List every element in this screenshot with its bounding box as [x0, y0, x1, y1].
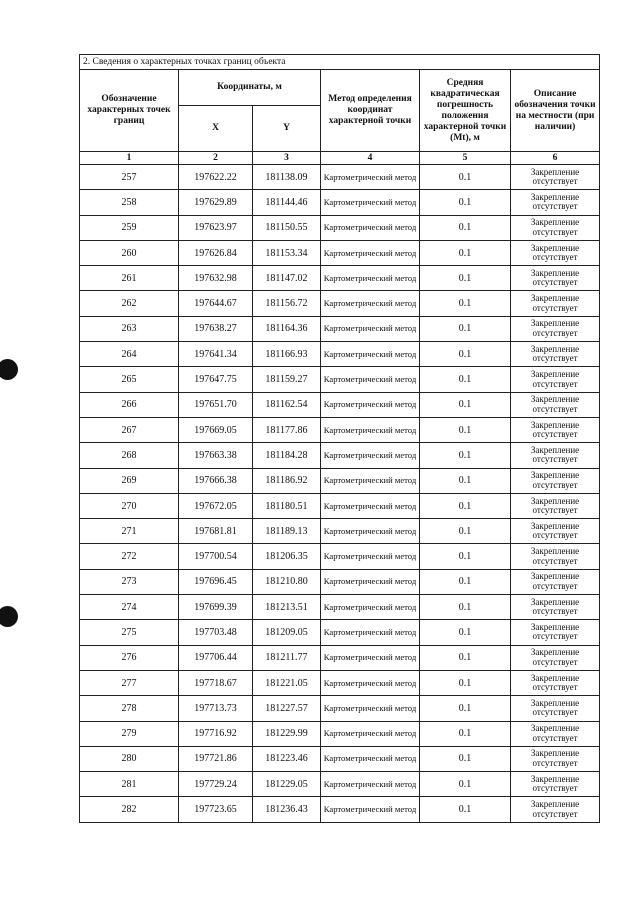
error-cell: 0.1	[420, 797, 511, 822]
description-cell: Закрепление отсутствует	[511, 240, 600, 265]
method-cell: Картометрический метод	[321, 670, 420, 695]
y-cell: 181221.05	[253, 670, 321, 695]
x-cell: 197666.38	[179, 468, 253, 493]
column-number: 2	[179, 152, 253, 165]
error-cell: 0.1	[420, 772, 511, 797]
header-description: Описание обозначения точки на местности (при наличии)	[511, 70, 600, 152]
x-cell: 197681.81	[179, 519, 253, 544]
method-cell: Картометрический метод	[321, 569, 420, 594]
method-cell: Картометрический метод	[321, 772, 420, 797]
error-cell: 0.1	[420, 190, 511, 215]
table-row	[80, 291, 600, 316]
section-title: 2. Сведения о характерных точках границ объекта	[80, 55, 600, 70]
point-cell: 261	[80, 266, 179, 291]
error-cell: 0.1	[420, 670, 511, 695]
description-cell: Закрепление отсутствует	[511, 215, 600, 240]
x-cell: 197718.67	[179, 670, 253, 695]
punch-hole-bottom	[0, 606, 18, 627]
point-cell: 263	[80, 316, 179, 341]
method-cell: Картометрический метод	[321, 797, 420, 822]
error-cell: 0.1	[420, 721, 511, 746]
point-cell: 274	[80, 595, 179, 620]
error-cell: 0.1	[420, 468, 511, 493]
description-cell: Закрепление отсутствует	[511, 670, 600, 695]
y-cell: 181186.92	[253, 468, 321, 493]
y-cell: 181206.35	[253, 544, 321, 569]
table-row	[80, 519, 600, 544]
point-cell: 279	[80, 721, 179, 746]
method-cell: Картометрический метод	[321, 746, 420, 771]
method-cell: Картометрический метод	[321, 316, 420, 341]
y-cell: 181210.80	[253, 569, 321, 594]
header-y: Y	[253, 106, 321, 152]
y-cell: 181150.55	[253, 215, 321, 240]
description-cell: Закрепление отсутствует	[511, 165, 600, 190]
point-cell: 282	[80, 797, 179, 822]
y-cell: 181166.93	[253, 342, 321, 367]
y-cell: 181211.77	[253, 645, 321, 670]
header-row	[80, 70, 600, 106]
point-cell: 277	[80, 670, 179, 695]
error-cell: 0.1	[420, 240, 511, 265]
header-coordinates: Координаты, м	[179, 70, 321, 106]
y-cell: 181209.05	[253, 620, 321, 645]
description-cell: Закрепление отсутствует	[511, 645, 600, 670]
description-cell: Закрепление отсутствует	[511, 544, 600, 569]
table-row	[80, 544, 600, 569]
table-row	[80, 190, 600, 215]
boundary-points-table	[79, 54, 600, 823]
description-cell: Закрепление отсутствует	[511, 392, 600, 417]
punch-hole-top	[0, 359, 18, 380]
x-cell: 197644.67	[179, 291, 253, 316]
header-x: X	[179, 106, 253, 152]
method-cell: Картометрический метод	[321, 544, 420, 569]
method-cell: Картометрический метод	[321, 417, 420, 442]
point-cell: 276	[80, 645, 179, 670]
error-cell: 0.1	[420, 443, 511, 468]
x-cell: 197721.86	[179, 746, 253, 771]
x-cell: 197632.98	[179, 266, 253, 291]
x-cell: 197641.34	[179, 342, 253, 367]
table-row	[80, 569, 600, 594]
table-row	[80, 746, 600, 771]
description-cell: Закрепление отсутствует	[511, 721, 600, 746]
y-cell: 181162.54	[253, 392, 321, 417]
point-cell: 262	[80, 291, 179, 316]
method-cell: Картометрический метод	[321, 620, 420, 645]
point-cell: 278	[80, 696, 179, 721]
description-cell: Закрепление отсутствует	[511, 316, 600, 341]
table-row	[80, 266, 600, 291]
point-cell: 273	[80, 569, 179, 594]
description-cell: Закрепление отсутствует	[511, 569, 600, 594]
header-method: Метод определения координат характерной точки	[321, 70, 420, 152]
method-cell: Картометрический метод	[321, 291, 420, 316]
y-cell: 181138.09	[253, 165, 321, 190]
column-number: 4	[321, 152, 420, 165]
y-cell: 181164.36	[253, 316, 321, 341]
y-cell: 181227.57	[253, 696, 321, 721]
error-cell: 0.1	[420, 645, 511, 670]
point-cell: 269	[80, 468, 179, 493]
table-row	[80, 620, 600, 645]
x-cell: 197647.75	[179, 367, 253, 392]
x-cell: 197729.24	[179, 772, 253, 797]
error-cell: 0.1	[420, 544, 511, 569]
error-cell: 0.1	[420, 367, 511, 392]
y-cell: 181159.27	[253, 367, 321, 392]
point-cell: 264	[80, 342, 179, 367]
column-number: 6	[511, 152, 600, 165]
description-cell: Закрепление отсутствует	[511, 519, 600, 544]
x-cell: 197713.73	[179, 696, 253, 721]
description-cell: Закрепление отсутствует	[511, 190, 600, 215]
y-cell: 181144.46	[253, 190, 321, 215]
method-cell: Картометрический метод	[321, 519, 420, 544]
table-row	[80, 645, 600, 670]
table-row	[80, 443, 600, 468]
point-cell: 272	[80, 544, 179, 569]
table-row	[80, 595, 600, 620]
error-cell: 0.1	[420, 392, 511, 417]
y-cell: 181236.43	[253, 797, 321, 822]
x-cell: 197638.27	[179, 316, 253, 341]
method-cell: Картометрический метод	[321, 266, 420, 291]
y-cell: 181213.51	[253, 595, 321, 620]
method-cell: Картометрический метод	[321, 190, 420, 215]
table-row	[80, 493, 600, 518]
table-row	[80, 670, 600, 695]
y-cell: 181177.86	[253, 417, 321, 442]
error-cell: 0.1	[420, 266, 511, 291]
method-cell: Картометрический метод	[321, 595, 420, 620]
description-cell: Закрепление отсутствует	[511, 291, 600, 316]
x-cell: 197672.05	[179, 493, 253, 518]
point-cell: 271	[80, 519, 179, 544]
error-cell: 0.1	[420, 746, 511, 771]
point-cell: 265	[80, 367, 179, 392]
method-cell: Картометрический метод	[321, 696, 420, 721]
description-cell: Закрепление отсутствует	[511, 468, 600, 493]
method-cell: Картометрический метод	[321, 443, 420, 468]
x-cell: 197669.05	[179, 417, 253, 442]
y-cell: 181184.28	[253, 443, 321, 468]
x-cell: 197696.45	[179, 569, 253, 594]
column-number: 1	[80, 152, 179, 165]
table-row	[80, 165, 600, 190]
description-cell: Закрепление отсутствует	[511, 443, 600, 468]
table-row	[80, 392, 600, 417]
table-row	[80, 367, 600, 392]
description-cell: Закрепление отсутствует	[511, 797, 600, 822]
x-cell: 197626.84	[179, 240, 253, 265]
table-row	[80, 417, 600, 442]
point-cell: 258	[80, 190, 179, 215]
x-cell: 197629.89	[179, 190, 253, 215]
x-cell: 197723.65	[179, 797, 253, 822]
description-cell: Закрепление отсутствует	[511, 342, 600, 367]
description-cell: Закрепление отсутствует	[511, 696, 600, 721]
point-cell: 268	[80, 443, 179, 468]
error-cell: 0.1	[420, 620, 511, 645]
method-cell: Картометрический метод	[321, 367, 420, 392]
method-cell: Картометрический метод	[321, 468, 420, 493]
error-cell: 0.1	[420, 316, 511, 341]
point-cell: 260	[80, 240, 179, 265]
x-cell: 197622.22	[179, 165, 253, 190]
section-title-row	[80, 55, 600, 70]
table-row	[80, 316, 600, 341]
error-cell: 0.1	[420, 215, 511, 240]
table-row	[80, 468, 600, 493]
y-cell: 181153.34	[253, 240, 321, 265]
x-cell: 197663.38	[179, 443, 253, 468]
point-cell: 259	[80, 215, 179, 240]
y-cell: 181147.02	[253, 266, 321, 291]
error-cell: 0.1	[420, 291, 511, 316]
y-cell: 181223.46	[253, 746, 321, 771]
table-body	[80, 165, 600, 823]
description-cell: Закрепление отсутствует	[511, 620, 600, 645]
table-row	[80, 215, 600, 240]
point-cell: 281	[80, 772, 179, 797]
x-cell: 197651.70	[179, 392, 253, 417]
method-cell: Картометрический метод	[321, 392, 420, 417]
y-cell: 181156.72	[253, 291, 321, 316]
x-cell: 197706.44	[179, 645, 253, 670]
description-cell: Закрепление отсутствует	[511, 595, 600, 620]
header-point-designation: Обозначение характерных точек границ	[80, 70, 179, 152]
method-cell: Картометрический метод	[321, 240, 420, 265]
table-row	[80, 772, 600, 797]
x-cell: 197699.39	[179, 595, 253, 620]
table-row	[80, 721, 600, 746]
error-cell: 0.1	[420, 595, 511, 620]
description-cell: Закрепление отсутствует	[511, 772, 600, 797]
description-cell: Закрепление отсутствует	[511, 367, 600, 392]
point-cell: 275	[80, 620, 179, 645]
error-cell: 0.1	[420, 493, 511, 518]
error-cell: 0.1	[420, 342, 511, 367]
point-cell: 267	[80, 417, 179, 442]
description-cell: Закрепление отсутствует	[511, 493, 600, 518]
x-cell: 197700.54	[179, 544, 253, 569]
error-cell: 0.1	[420, 519, 511, 544]
x-cell: 197716.92	[179, 721, 253, 746]
table-row	[80, 696, 600, 721]
method-cell: Картометрический метод	[321, 721, 420, 746]
error-cell: 0.1	[420, 417, 511, 442]
point-cell: 280	[80, 746, 179, 771]
description-cell: Закрепление отсутствует	[511, 746, 600, 771]
method-cell: Картометрический метод	[321, 645, 420, 670]
point-cell: 257	[80, 165, 179, 190]
method-cell: Картометрический метод	[321, 493, 420, 518]
header-error: Средняя квадратическая погрешность положения характерной точки (Mt), м	[420, 70, 511, 152]
table-row	[80, 240, 600, 265]
method-cell: Картометрический метод	[321, 342, 420, 367]
table-row	[80, 797, 600, 822]
y-cell: 181229.05	[253, 772, 321, 797]
column-numbers-row	[80, 152, 600, 165]
column-number: 3	[253, 152, 321, 165]
point-cell: 266	[80, 392, 179, 417]
y-cell: 181189.13	[253, 519, 321, 544]
column-number: 5	[420, 152, 511, 165]
method-cell: Картометрический метод	[321, 215, 420, 240]
x-cell: 197623.97	[179, 215, 253, 240]
error-cell: 0.1	[420, 569, 511, 594]
y-cell: 181229.99	[253, 721, 321, 746]
description-cell: Закрепление отсутствует	[511, 266, 600, 291]
error-cell: 0.1	[420, 696, 511, 721]
description-cell: Закрепление отсутствует	[511, 417, 600, 442]
method-cell: Картометрический метод	[321, 165, 420, 190]
table-row	[80, 342, 600, 367]
y-cell: 181180.51	[253, 493, 321, 518]
point-cell: 270	[80, 493, 179, 518]
x-cell: 197703.48	[179, 620, 253, 645]
error-cell: 0.1	[420, 165, 511, 190]
